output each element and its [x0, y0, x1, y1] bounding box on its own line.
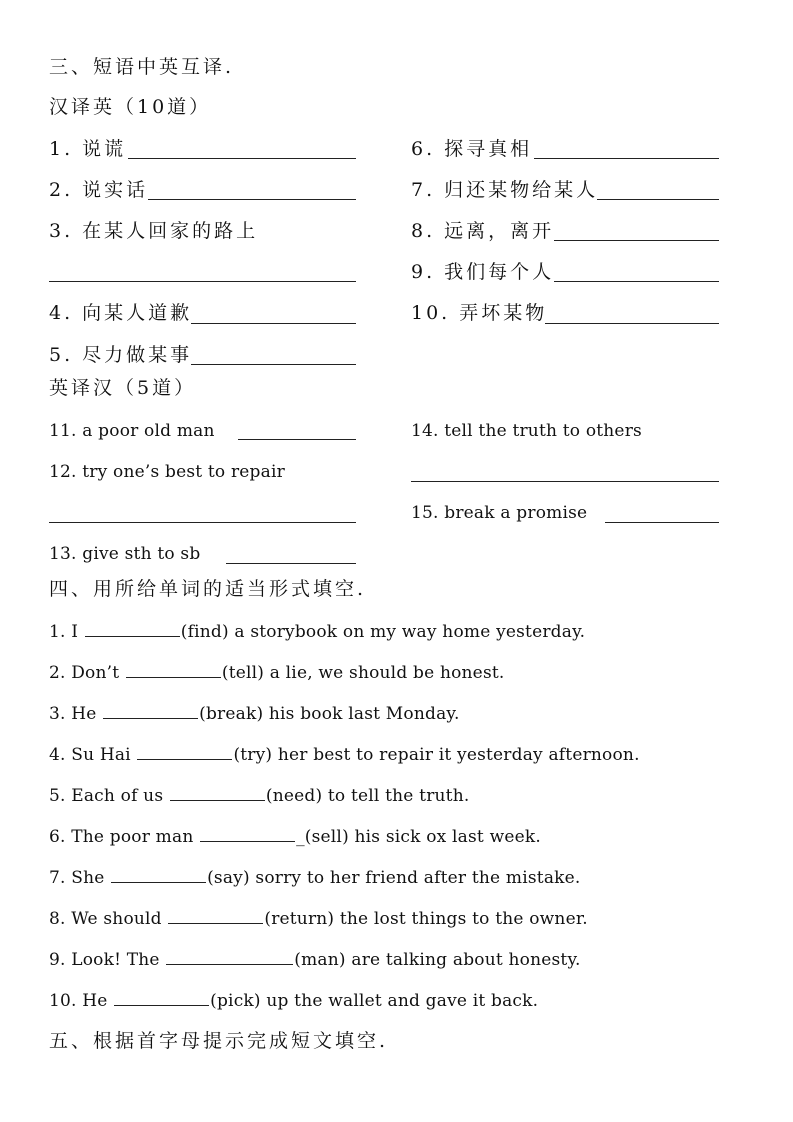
fill-item-text-before: 3. He	[49, 704, 103, 724]
answer-blank-1[interactable]	[128, 158, 356, 159]
fill-blank[interactable]	[114, 987, 209, 1006]
phrase-item-9: 9. 我们每个人	[411, 261, 555, 283]
answer-blank-10[interactable]	[545, 323, 719, 324]
phrase-item-11: 11. a poor old man	[49, 421, 215, 441]
fill-blank[interactable]	[126, 659, 221, 678]
section4-title: 四、用所给单词的适当形式填空.	[49, 578, 367, 600]
phrase-item-2: 2. 说实话	[49, 179, 149, 201]
fill-item-text-before: 6. The poor man	[49, 827, 200, 847]
fill-item-text-before: 8. We should	[49, 909, 168, 929]
fill-blank[interactable]	[170, 782, 265, 801]
phrase-item-10: 10. 弄坏某物	[411, 302, 548, 324]
answer-blank-2[interactable]	[148, 199, 356, 200]
fill-blank[interactable]	[103, 700, 198, 719]
phrase-item-8: 8. 远离，离开	[411, 220, 555, 242]
fill-item-1	[49, 618, 585, 644]
fill-item-text-after: (need) to tell the truth.	[265, 786, 470, 806]
fill-item-text-after: (say) sorry to her friend after the mistake.	[207, 868, 581, 888]
answer-blank-4[interactable]	[191, 323, 356, 324]
fill-item-2	[49, 659, 505, 685]
answer-blank-7[interactable]	[597, 199, 719, 200]
fill-item-text-after: (tell) a lie, we should be honest.	[221, 663, 505, 683]
phrase-item-1: 1. 说谎	[49, 138, 127, 160]
fill-item-text-before: 1. I	[49, 622, 84, 642]
fill-item-4	[49, 741, 640, 767]
fill-blank[interactable]	[200, 823, 295, 842]
answer-blank-11[interactable]	[238, 439, 356, 440]
section5-title: 五、根据首字母提示完成短文填空.	[49, 1030, 389, 1052]
fill-item-text-after: (break) his book last Monday.	[199, 704, 460, 724]
fill-item-text-before: 7. She	[49, 868, 111, 888]
answer-blank-3[interactable]	[49, 281, 356, 282]
fill-blank[interactable]	[166, 946, 293, 965]
fill-blank[interactable]	[168, 905, 263, 924]
answer-blank-15[interactable]	[605, 522, 719, 523]
phrase-item-4: 4. 向某人道歉	[49, 302, 193, 324]
fill-item-8	[49, 905, 588, 931]
fill-item-9	[49, 946, 581, 972]
phrase-item-15: 15. break a promise	[411, 503, 588, 523]
fill-item-text-after: (pick) up the wallet and gave it back.	[210, 991, 539, 1011]
answer-blank-6[interactable]	[534, 158, 719, 159]
fill-blank[interactable]	[111, 864, 206, 883]
fill-item-text-before: 9. Look! The	[49, 950, 166, 970]
phrase-item-14: 14. tell the truth to others	[411, 421, 642, 441]
answer-blank-9[interactable]	[554, 281, 719, 282]
fill-item-text-after: (try) her best to repair it yesterday afternoon.	[233, 745, 640, 765]
fill-item-text-before: 10. He	[49, 991, 114, 1011]
phrase-item-12: 12. try one’s best to repair	[49, 462, 285, 482]
fill-item-text-before: 2. Don’t	[49, 663, 125, 683]
phrase-item-7: 7. 归还某物给某人	[411, 179, 599, 201]
phrase-item-6: 6. 探寻真相	[411, 138, 533, 160]
fill-blank[interactable]	[85, 618, 180, 637]
phrase-item-3: 3. 在某人回家的路上	[49, 220, 259, 242]
fill-item-10	[49, 987, 538, 1013]
en-to-cn-header: 英译汉（5道）	[49, 377, 197, 399]
fill-item-text-after: (find) a storybook on my way home yesterday.	[180, 622, 586, 642]
fill-blank[interactable]	[137, 741, 232, 760]
fill-item-3	[49, 700, 460, 726]
fill-item-text-before: 5. Each of us	[49, 786, 169, 806]
answer-blank-13[interactable]	[226, 563, 356, 564]
cn-to-en-header: 汉译英（10道）	[49, 96, 212, 118]
answer-blank-8[interactable]	[554, 240, 719, 241]
fill-item-5	[49, 782, 469, 808]
fill-item-text-after: (return) the lost things to the owner.	[264, 909, 588, 929]
answer-blank-5[interactable]	[191, 364, 356, 365]
section3-title: 三、短语中英互译.	[49, 56, 235, 78]
phrase-item-13: 13. give sth to sb	[49, 544, 201, 564]
phrase-item-5: 5. 尽力做某事	[49, 344, 193, 366]
answer-blank-14[interactable]	[411, 481, 719, 482]
fill-item-7	[49, 864, 581, 890]
fill-item-6	[49, 823, 541, 849]
answer-blank-12[interactable]	[49, 522, 356, 523]
fill-item-text-after: (man) are talking about honesty.	[294, 950, 581, 970]
fill-item-text-after: _(sell) his sick ox last week.	[296, 827, 541, 847]
fill-item-text-before: 4. Su Hai	[49, 745, 137, 765]
